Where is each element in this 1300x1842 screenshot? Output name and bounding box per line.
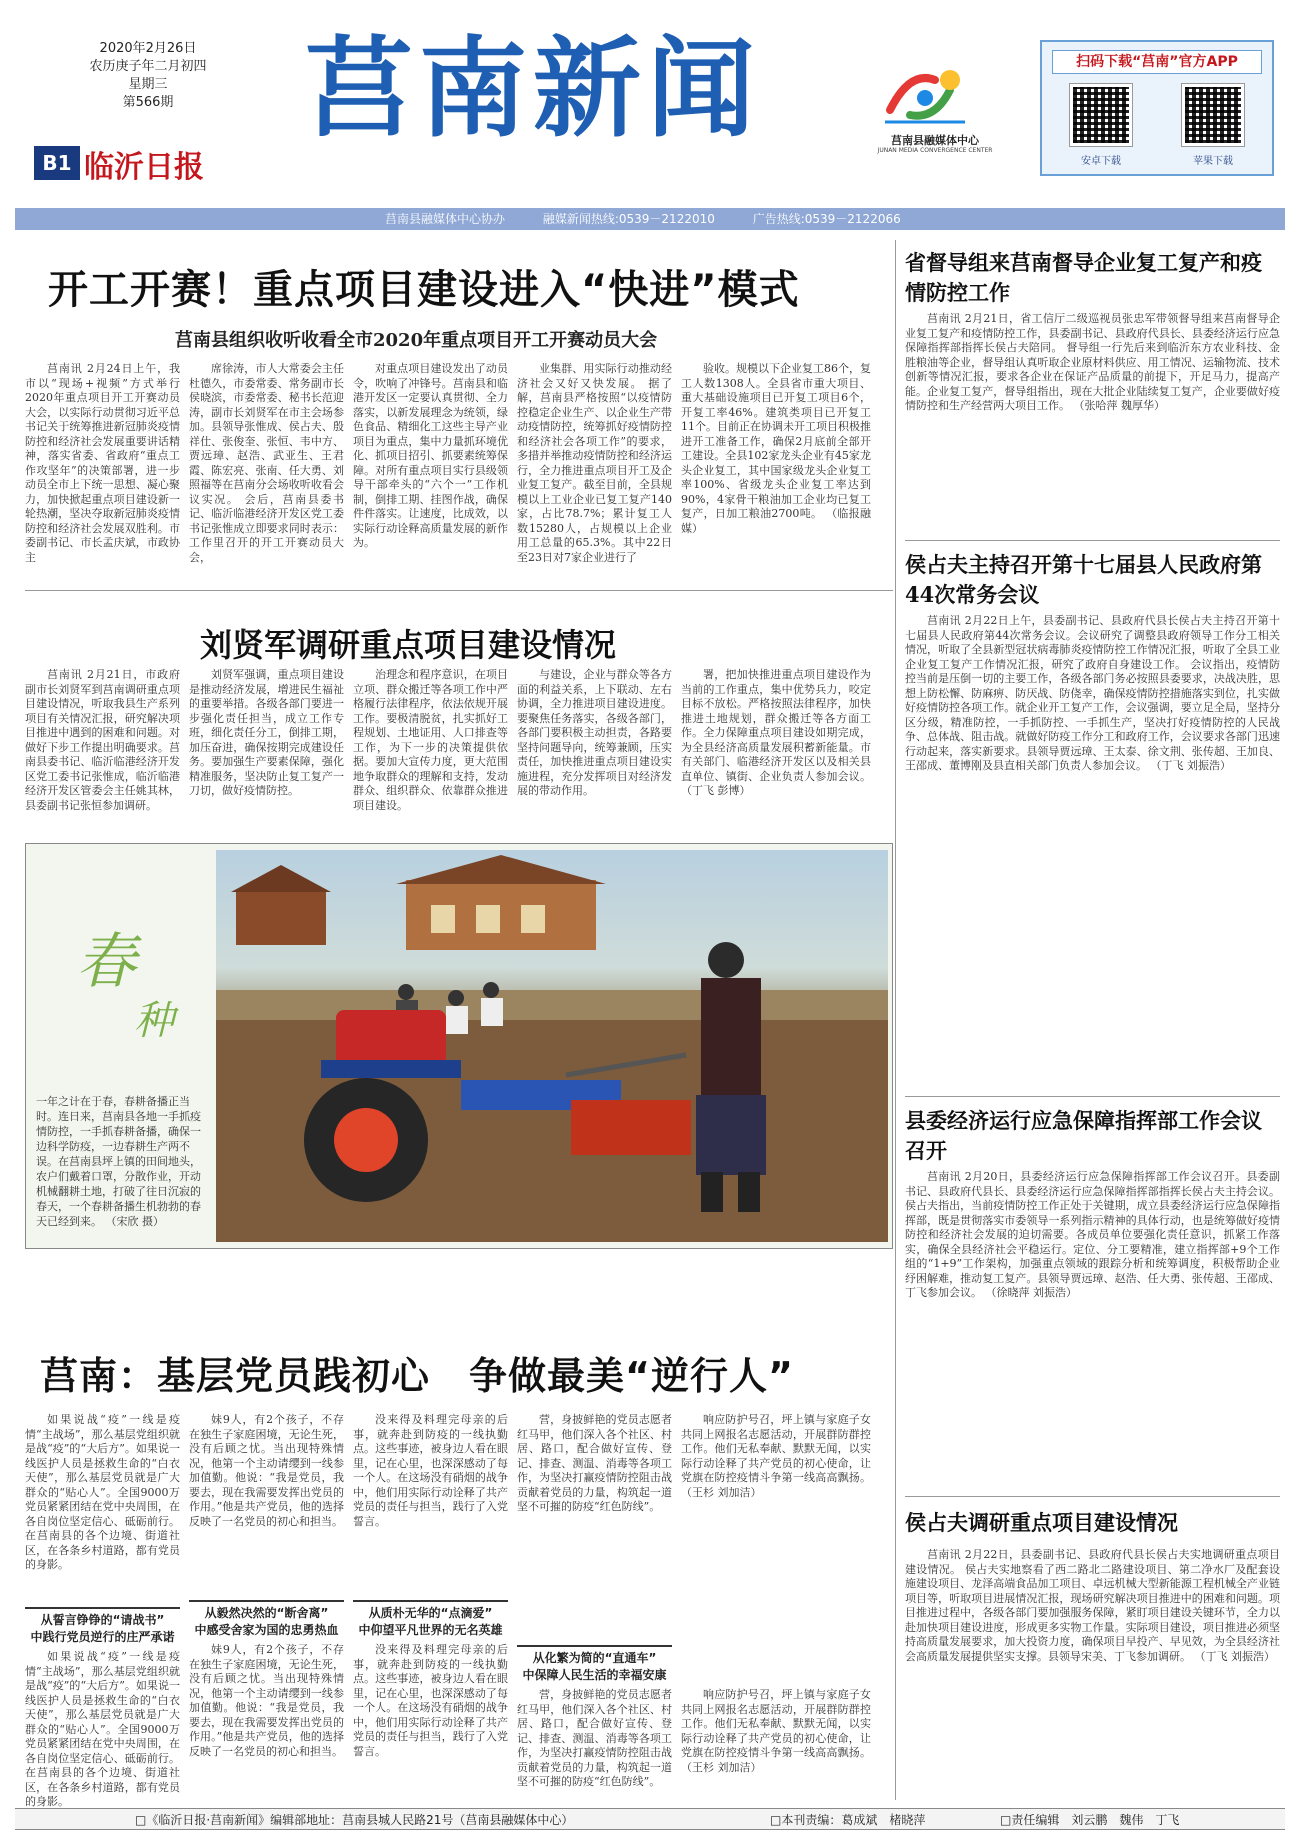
right-column-divider (895, 240, 896, 1800)
main-subheadline: 莒南县组织收听收看全市2020年重点项目开工开赛动员大会 (175, 330, 658, 351)
right-article-4-body: 莒南讯 2月22日，县委副书记、县政府代县长侯占夫实地调研重点项目建设情况。 侯占夫实地察看了西二路北二路建设项目、第二净水厂及配套设施建设项目、龙泽高端食品加工项目、卓远机械大型新能源工程机械全产业链项目等，听取项目进展情况汇报，现场研究解决项目推进中的困难和问题。项目推进过程中，各级各部门要加强服务保障，紧盯项目建设关键环节，全力以赴加快项目建设进度，形成更多实物工作量。实际项目建设，项目推进必须坚持高质量发展要求，加大投资力度，确保项目早投产、早见效，为全县经济社会高质量发展提供坚实支撑。县领导宋美、丁飞参加调研。 （丁飞 刘振浩） (905, 1548, 1280, 1663)
right-divider-3 (905, 1496, 1280, 1497)
photo-credit: （宋欣 摄） (105, 1215, 164, 1228)
main-article-col-3: 对重点项目建设发出了动员令，吹响了冲锋号。莒南县和临港开发区一定要认真贯彻、全力落实，以新发展理念为统领，绿色食品、精细化工这些主导产业项目为重点，集中力量抓环境优化、抓项目招引、抓要素统筹保障。对所有重点项目实行县级领导干部牵头的“六个一”工作机制，倒排工期、挂图作战，确保件件落实。让速度，比成效，以实际行动诠释高质量发展的新作为。 (353, 362, 508, 549)
right-article-1-headline: 省督导组来莒南督导企业复工复产和疫情防控工作 (905, 250, 1262, 305)
liu-article-col-5: 署，把加快推进重点项目建设作为当前的工作重点，集中优势兵力，咬定目标不放松。严格按照法律程序，加快推进土地规划，群众搬迁等各方面工作。全力保障重点项目建设如期完成，为全县经济高质量发展积蓄新能量。市有关部门、临港经济开发区以及相关县直单位、镇街、企业负责人参加会议。 （丁飞 彭博） (681, 668, 871, 797)
page-footer (15, 1808, 1285, 1830)
issue-number: 第566期 (122, 95, 174, 110)
ios-qr-code-icon[interactable] (1182, 84, 1244, 146)
right-article-2-headline: 侯占夫主持召开第十七届县人民政府第44次常务会议 (905, 552, 1262, 607)
party-article-col-5: 响应防护号召，坪上镇与家庭子女共同上网报名志愿活动，开展群防群控工作。他们无私奉献、默默无闻，以实际行动诠释了共产党员的初心使命，让党旗在防控疫情斗争第一线高高飘扬。 （王杉 刘加洁） (681, 1413, 871, 1499)
ad-hotline: 广告热线:0539－2122066 (752, 212, 901, 226)
photo-label-planting: 种 (134, 998, 174, 1044)
photo-label-spring: 春 (76, 927, 136, 997)
liu-article-col-4: 与建设，企业与群众等各方面的利益关系，上下联动、左右协调，全力推进项目建设进度。要聚焦任务落实，各级各部门，各部门要积极主动担责，各路要坚持问题导向，统筹兼顾，压实责任，加快推进重点项目建设实施进程，充分发挥项目对经济发展的带动作用。 (517, 668, 672, 797)
newspaper-title: 莒南新闻 (305, 27, 762, 152)
edition-badge: B1 (34, 146, 80, 180)
party-headline: 莒南：基层党员践初心 争做最美“逆行人” (40, 1354, 794, 1398)
footer-responsible-editors: □责任编辑 刘云鹏 魏伟 丁飞 (1000, 1813, 1180, 1827)
liu-article-col-2: 刘贤军强调，重点项目建设是推动经济发展，增进民生福祉的重要举措。各级各部门要进一步强化责任担当，成立工作专班，细化责任分工，倒排工期，加压奋进，确保按期完成建设任务。要加强生产要素保障，强化精准服务，坚决防止复工复产一刀切，做好疫情防控。 (189, 668, 344, 797)
issue-date: 2020年2月26日 (99, 41, 197, 56)
party-article-col-5b: 响应防护号召，坪上镇与家庭子女共同上网报名志愿活动，开展群防群控工作。他们无私奉献、默默无闻，以实际行动诠释了共产党员的初心使命，让党旗在防控疫情斗争第一线高高飘扬。 （王杉 刘加洁） (681, 1688, 871, 1774)
media-center-logo-icon (880, 60, 970, 130)
main-article-col-1: 莒南讯 2月24日上午，我市以“现场+视频”方式举行2020年重点项目开工开赛动员大会，以实际行动贯彻习近平总书记关于统筹推进新冠肺炎疫情防控和经济社会发展重要讲话精神，落实省委、省政府“重点工作攻坚年”的决策部署，进一步动员全市上下统一思想、凝心聚力，加快掀起重点项目建设新一轮热潮，坚决夺取新冠肺炎疫情防控和经济社会发展双胜利。市委副书记、市长孟庆斌，市政协主 (25, 362, 180, 564)
party-subtitle-2: 从毅然决然的“断舍离” 中感受舍家为国的忠勇热血 (189, 1600, 344, 1638)
media-center-name-en: JUNAN MEDIA CONVERGENCE CENTER (877, 147, 993, 154)
ios-download-label: 苹果下载 (1193, 156, 1233, 167)
android-qr-code-icon[interactable] (1070, 84, 1132, 146)
right-article-3-headline: 县委经济运行应急保障指挥部工作会议召开 (905, 1108, 1262, 1163)
party-subtitle-3: 从质朴无华的“点滴爱” 中仰望平凡世界的无名英雄 (353, 1600, 508, 1638)
issue-date-block (68, 40, 228, 112)
party-article-col-1: 如果说战“疫”一线是疫情“主战场”，那么基层党组织就是战“疫”的“大后方”。如果说一线医护人员是拯救生命的“白衣天使”，那么基层党员就是广大群众的“贴心人”。全国9000万党员紧紧团结在党中央周围，在各自岗位坚定信心、砥砺前行。在莒南县的各个边境、街道社区，在各条乡村道路，都有党员的身影。 (25, 1413, 180, 1571)
liu-article-col-1: 莒南讯 2月21日，市政府副市长刘贤军到莒南调研重点项目建设情况，听取我县生产系列项目有关情况汇报，研究解决项目推进中遇到的困难和问题。对做好下步工作提出明确要求。莒南县委书记、临沂临港经济开发区党工委书记张惟成，临沂临港经济开发区管委会主任姚其林，县委副书记张恒参加调研。 (25, 668, 180, 812)
tractor-farm-photo (216, 850, 888, 1242)
right-article-4-headline: 侯占夫调研重点项目建设情况 (905, 1510, 1178, 1535)
organizer-text: 莒南县融媒体中心协办 (385, 212, 506, 226)
info-bar (15, 208, 1285, 230)
party-article-col-4b: 营，身披鲜艳的党员志愿者红马甲，他们深入各个社区、村居、路口，配合做好宣传、登记、排查、测温、消毒等各项工作，为坚决打赢疫情防控阻击战贡献着党员的力量，构筑起一道坚不可摧的防疫“红色防线”。 (517, 1688, 672, 1788)
main-article-col-5: 验收。规模以下企业复工86个，复工人数1308人。全县省市重大项目、重大基础设施项目已开复工项目6个，开复工率46%。建筑类项目已开复工11个。目前正在协调未开工项目积极推进开工准备工作，确保2月底前全部开工建设。全县102家龙头企业有45家龙头企业复工，其中国家级龙头企业复工率100%、省级龙头企业复工率达到90%，4家骨干粮油加工企业均已复工复产，日加工粮油2700吨。 （临报融媒） (681, 362, 871, 535)
main-article-col-2: 席徐涛，市人大常委会主任杜德久，市委常委、常务副市长侯晓滨，市委常委、秘书长范迎涛，副市长刘贤军在市主会场参加。县领导张惟成、侯占夫、殷祥仕、张俊奎、张恒、韦中方、贾远璋、赵浩、武亚生、王君霞、陈宏亮、张南、任大勇、刘照福等在莒南分会场收听收看会议实况。 会后，莒南县委书记、临沂临港经济开发区党工委书记张惟成立即要求同时表示：工作里召开的开工开赛动员大会， (189, 362, 344, 564)
liu-article-col-3: 治理念和程序意识，在项目立项、群众搬迁等各项工作中严格履行法律程序，依法依规开展工作。要极清脱贫，扎实抓好工程规划、土地证用、人口排查等工作，为下一步的决策提供依据。要加大宣传力度，更大范围地争取群众的理解和支持，发动群众、组织群众、依靠群众推进项目建设。 (353, 668, 508, 812)
app-download-title: 扫码下载“莒南”官方APP (1052, 50, 1262, 74)
right-article-1-body: 莒南讯 2月21日，省工信厅二级巡视员张忠军带领督导组来莒南督导企业复工复产和疫情防控工作，县委副书记、县政府代县长、县委经济运行应急保障指挥部指挥长侯占夫陪同。 督导组一行先后来到临沂东方农业科技、金胜粮油等企业，督导组认真听取企业原材料供应、用工情况、运输物流、技术创新等情况汇报，要求各企业在保证产品质量的前提下，开足马力，提高产能。企业复工复产，督导组指出，现在大批企业陆续复工复产，企业要做好疫情防控和生产经营两大项目工作。 （张哈萍 魏厚华） (905, 312, 1280, 412)
party-article-col-3b: 没来得及料理完母亲的后事，就奔赴到防疫的一线执勤点。这些事迹，被身边人看在眼里，记在心里，也深深感动了每一个人。在这场没有硝烟的战争中，他们用实际行动诠释了共产党员的责任与担当，践行了入党誓言。 (353, 1643, 508, 1758)
section-divider (25, 590, 893, 591)
right-article-3-body: 莒南讯 2月20日，县委经济运行应急保障指挥部工作会议召开。县委副书记、县政府代县长、县委经济运行应急保障指挥部指挥长侯占夫主持会议。 侯占夫指出，当前疫情防控工作正处于关键期，成立县委经济运行应急保障指挥部，既是贯彻落实市委领导一系列指示精神的具体行动，也是统筹做好疫情防控和经济社会发展的迫切需要。各成员单位要强化责任意识，抓紧工作落实，确保全县经济社会平稳运行。定位、分工要精准，建立指挥部+9个工作组的“1+9”工作架构，加强重点领域的跟踪分析和统筹调度，积极帮助企业纾困解难，推动复工复产。县领导贾远璋、赵浩、任大勇、张传超、王邵成、丁飞参加会议。 （徐晓萍 刘振浩） (905, 1170, 1280, 1299)
party-article-col-3: 没来得及料理完母亲的后事，就奔赴到防疫的一线执勤点。这些事迹，被身边人看在眼里，记在心里，也深深感动了每一个人。在这场没有硝烟的战争中，他们用实际行动诠释了共产党员的责任与担当，践行了入党誓言。 (353, 1413, 508, 1528)
weekday: 星期三 (128, 77, 168, 92)
footer-editors: □本刊责编：葛成斌 楮晓萍 (770, 1813, 926, 1827)
main-headline: 开工开赛！重点项目建设进入“快进”模式 (48, 267, 800, 313)
party-subtitle-4: 从化繁为简的“直通车” 中保障人民生活的幸福安康 (517, 1645, 672, 1683)
main-article-col-4: 业集群、用实际行动推动经济社会又好又快发展。 据了解，莒南县严格按照“以疫情防控稳定企业生产、以企业生产带动疫情防控，统筹抓好疫情防控和经济社会各项工作”的要求，多措并举推动疫情防控和经济运行，全力推进重点项目开工及企业复工复产。截至目前，全县规模以上工业企业已复工复产140家，占比78.7%；累计复工人数15280人，占规模以上企业用工总量的65.3%。其中22日至23日对7家企业进行了 (517, 362, 672, 564)
media-center-name: 莒南县融媒体中心 (891, 134, 979, 147)
right-article-2-body: 莒南讯 2月22日上午，县委副书记、县政府代县长侯占夫主持召开第十七届县人民政府第44次常务会议。会议研究了调整县政府领导工作分工相关情况，听取了全县新型冠状病毒肺炎疫情防控工作情况汇报，听取了全县工业企业复工复产工作情况汇报，研究了政府自身建设工作。 会议指出，疫情防控当前是压倒一切的主要工作，各级各部门务必按照县委要求，决战决胜，思想上防松懈、防麻痹、防厌战、防侥幸，确保疫情防控措施落实到位，扎实做好疫情防控各项工作。就企业开工复产工作，会议强调，要立足全局，坚持分区分级，精准防控，一手抓防控、一手抓生产，坚决打好疫情防控的人民战争、总体战、阻击战。就做好防疫工作分工和政府工作，会议要求各部门迅速行动起来，落实新要求。县领导贾远璋、王太泰、徐文荆、张传超、王加良、王邵成、董博刚及县直相关部门负责人参加会议。 （丁飞 刘振浩） (905, 614, 1280, 772)
footer-address: □《临沂日报·莒南新闻》编辑部地址：莒南县城人民路21号（莒南县融媒体中心） (135, 1813, 574, 1827)
lunar-date: 农历庚子年二月初四 (89, 59, 207, 74)
android-download-label: 安卓下载 (1081, 156, 1121, 167)
party-article-col-2: 妹9人，有2个孩子，不存在独生子家庭困境，无论生死，没有后顾之忧。当出现特殊情况，他第一个主动请缨到一线参加值勤。他说：“我是党员，我要去，现在我需要发挥出党员的作用。”他是共产党员，他的选择反映了一名党员的初心和担当。 (189, 1413, 344, 1528)
party-article-col-4: 营，身披鲜艳的党员志愿者红马甲，他们深入各个社区、村居、路口，配合做好宣传、登记、排查、测温、消毒等各项工作，为坚决打赢疫情防控阻击战贡献着党员的力量，构筑起一道坚不可摧的防疫“红色防线”。 (517, 1413, 672, 1513)
liu-headline: 刘贤军调研重点项目建设情况 (200, 626, 617, 664)
spring-planting-photo-feature (25, 843, 893, 1249)
right-divider-1 (905, 540, 1280, 541)
news-hotline: 融媒新闻热线:0539－2122010 (542, 212, 715, 226)
party-subtitle-1: 从誓言铮铮的“请战书” 中践行党员逆行的庄严承诺 (25, 1607, 180, 1645)
party-article-col-2b: 妹9人，有2个孩子，不存在独生子家庭困境，无论生死，没有后顾之忧。当出现特殊情况，他第一个主动请缨到一线参加值勤。他说：“我是党员，我要去，现在我需要发挥出党员的作用。”他是共产党员，他的选择反映了一名党员的初心和担当。 (189, 1643, 344, 1758)
photo-caption: 一年之计在于春，春耕备播正当时。连日来，莒南县各地一手抓疫情防控，一手抓春耕备播，确保一边科学防疫，一边春耕生产两不误。在莒南县坪上镇的田间地头，农户们戴着口罩，分散作业，开动机械翻耕土地，打破了往日沉寂的春天，一个春耕备播生机勃勃的春天已经到来。 （宋欣 摄） (36, 1095, 201, 1228)
app-download-panel (1040, 40, 1274, 176)
parent-paper-logo: 临沂日报 (84, 150, 204, 185)
party-article-col-1b: 如果说战“疫”一线是疫情“主战场”，那么基层党组织就是战“疫”的“大后方”。如果说一线医护人员是拯救生命的“白衣天使”，那么基层党员就是广大群众的“贴心人”。全国9000万党员紧紧团结在党中央周围，在各自岗位坚定信心、砥砺前行。在莒南县的各个边境、街道社区，在各条乡村道路，都有党员的身影。 (25, 1650, 180, 1808)
right-divider-2 (905, 1096, 1280, 1097)
